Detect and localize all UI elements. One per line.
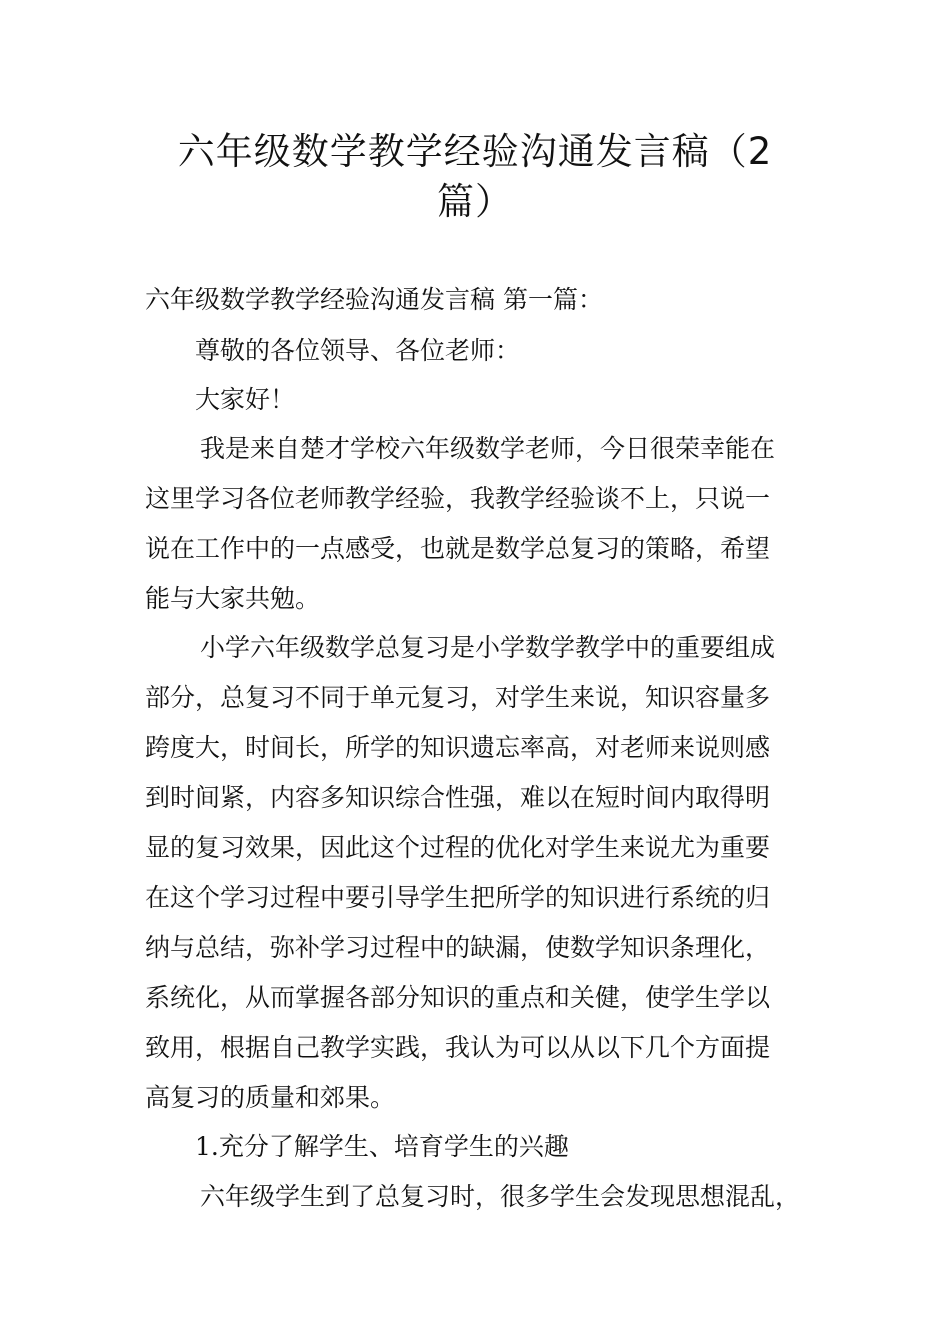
paragraph-2-line-4: 到时间紧，内容多知识综合性强，难以在短时间内取得明	[145, 783, 771, 812]
paragraph-2-line-8: 系统化，从而掌握各部分知识的重点和关健，使学生学以	[145, 983, 771, 1012]
salutation: 尊敬的各位领导、各位老师：	[195, 336, 521, 365]
title-line-1: 六年级数学教学经验沟通发言稿（2	[177, 130, 773, 173]
item-1-heading: 1.充分了解学生、培育学生的兴趣	[195, 1132, 569, 1161]
paragraph-3-line-1: 六年级学生到了总复习时，很多学生会发现思想混乱，	[200, 1182, 801, 1211]
paragraph-1-line-1: 我是来自楚才学校六年级数学老师，今日很荣幸能在	[200, 434, 776, 463]
paragraph-2-line-10: 高复习的质量和郊果。	[145, 1083, 396, 1112]
paragraph-1-line-4: 能与大家共勉。	[145, 584, 321, 613]
section-heading: 六年级数学教学经验沟通发言稿 第一篇：	[145, 285, 603, 314]
paragraph-2-line-6: 在这个学习过程中要引导学生把所学的知识进行系统的归	[145, 883, 771, 912]
title-line-2: 篇）	[437, 180, 513, 223]
paragraph-1-line-3: 说在工作中的一点感受，也就是数学总复习的策略，希望	[145, 534, 771, 563]
paragraph-2-line-2: 部分，总复习不同于单元复习，对学生来说，知识容量多	[145, 683, 771, 712]
paragraph-2-line-9: 致用，根据自己教学实践，我认为可以从以下几个方面提	[145, 1033, 771, 1062]
paragraph-1-line-2: 这里学习各位老师教学经验，我教学经验谈不上，只说一	[145, 484, 771, 513]
greeting: 大家好！	[195, 385, 296, 414]
paragraph-2-line-3: 跨度大，时间长，所学的知识遗忘率高，对老师来说则感	[145, 733, 771, 762]
paragraph-2-line-5: 显的复习效果，因此这个过程的优化对学生来说尤为重要	[145, 833, 771, 862]
document-title	[150, 127, 800, 227]
paragraph-2-line-7: 纳与总结，弥补学习过程中的缺漏，使数学知识条理化，	[145, 933, 771, 962]
paragraph-2-line-1: 小学六年级数学总复习是小学数学教学中的重要组成	[200, 633, 776, 662]
